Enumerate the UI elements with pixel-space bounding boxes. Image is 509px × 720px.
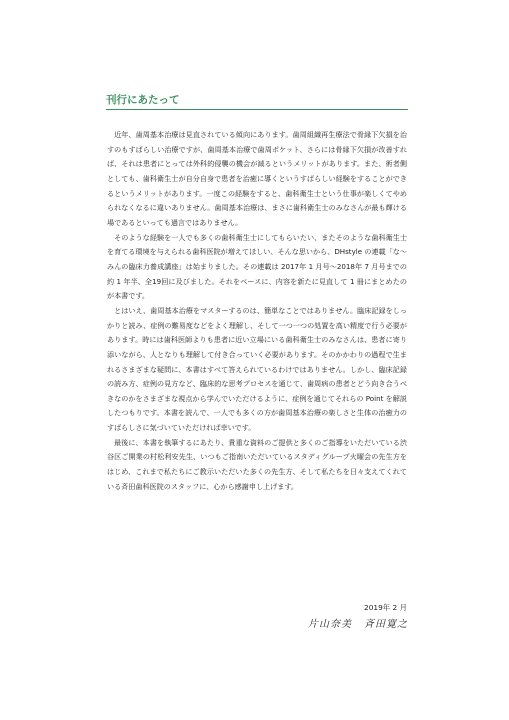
paragraph-2: そのような経験を一人でも多くの歯科衛生士にしてもらいたい、またそのような歯科衛生士を育てる環境を与えられる歯科医院が増えてほしい、そんな思いから、DHstyle の連載「な〜みんの臨床力養成講座」は始まりました。その連載は 2017年 1 月号〜2018年 7 月号までの約 1 年半、全19回に及びました。それをベースに、内容を新たに見直して 1 冊にまとめたのが本書です。 — [107, 232, 407, 301]
heading-block — [106, 92, 408, 110]
author-name: 片山奈美 — [308, 619, 352, 630]
author-signatures — [308, 618, 408, 632]
author-name: 斉田寛之 — [364, 619, 408, 630]
publication-date: 2019年 2 月 — [364, 603, 407, 612]
paragraph-4: 最後に、本書を執筆するにあたり、貴重な資料のご提供と多くのご指導をいただいている渋谷区ご開業の村松利安先生、いつもご指南いただいているスタディグループ火曜会の先生方をはじめ、これまで私たちにご教示いただいた多くの先生方、そして私たちを日々支えてくれている斉田歯科医院のスタッフに、心から感謝申し上げます。 — [107, 437, 407, 491]
title-underline — [106, 109, 408, 110]
paragraph-1: 近年、歯周基本治療は見直されている傾向にあります。歯周組織再生療法で骨縁下欠損を治すのもすばらしい治療ですが、歯周基本治療で歯周ポケット、さらには骨縁下欠損が改善すれば、それは患者にとっては外科的侵襲の機会が減るというメリットがあります。また、術者側としても、歯科衛生士が自分自身で患者を治癒に導くというすばらしい経験をすることができるというメリットがあります。一度この経験をすると、歯科衛生士という仕事が楽しくてやめられなくなるに違いありません。歯周基本治療は、まさに歯科衛生士のみなさんが最も輝ける場であるといっても過言ではありません。 — [107, 130, 407, 227]
body-text — [107, 128, 407, 494]
paragraph-3: とはいえ、歯周基本治療をマスターするのは、簡単なことではありません。臨床記録をしっかりと読み、症例の難易度などをよく理解し、そして一つ一つの処置を高い精度で行う必要があります。時には歯科医師よりも患者に近い立場にいる歯科衛生士のみなさんは、患者に寄り添いながら、人となりも理解して付き合っていく必要があります。そのかかわりの過程で生まれるさまざまな疑問に、本書はすべて答えられているわけではありません。しかし、臨床記録の読み方、症例の見方など、臨床的な思考プロセスを通じて、歯周病の患者とどう向き合うべきなのかをさまざまな視点から学んでいただけるように、症例を通じてそれらの Point を解説したつもりです。本書を読んで、一人でも多くの方が歯周基本治療の楽しさと生体の治癒力のすばらしさに気づいていただければ幸いです。 — [107, 305, 407, 433]
page-title: 刊行にあたって — [106, 94, 180, 106]
